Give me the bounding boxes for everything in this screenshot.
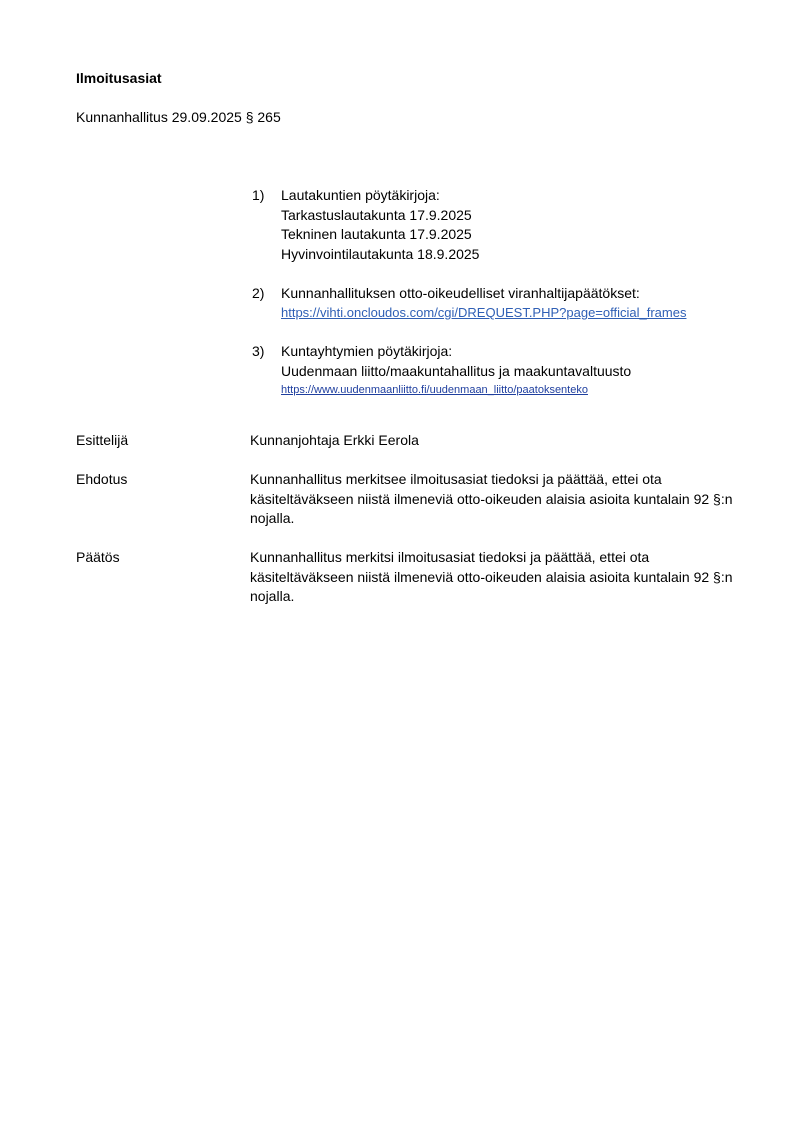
official-decisions-link[interactable]: https://vihti.oncloudos.com/cgi/DREQUEST.PHP?page=official_frames — [281, 305, 687, 320]
item-line: Tekninen lautakunta 17.9.2025 — [281, 226, 472, 242]
decision-label: Päätös — [76, 549, 120, 565]
presenter-value: Kunnanjohtaja Erkki Eerola — [250, 432, 419, 448]
uudenmaan-liitto-link[interactable]: https://www.uudenmaanliitto.fi/uudenmaan_liitto/paatoksenteko — [281, 384, 588, 396]
item-number: 1) — [252, 187, 265, 203]
item-number: 2) — [252, 284, 265, 301]
document-title: Ilmoitusasiat — [76, 70, 162, 86]
item-line: Tarkastuslautakunta 17.9.2025 — [281, 206, 472, 223]
item-heading: Kuntayhtymien pöytäkirjoja: — [281, 343, 453, 359]
item-number: 3) — [252, 343, 265, 359]
list-item — [252, 186, 752, 264]
proposal-value: Kunnanhallitus merkitsee ilmoitusasiat tiedoksi ja päättää, ettei ota käsiteltäväkseen niistä ilmeneviä otto-oikeuden alaisia asioita kuntalain 92 §:n nojalla. — [250, 471, 733, 526]
item-heading: Lautakuntien pöytäkirjoja: — [281, 187, 440, 203]
presenter-label: Esittelijä — [76, 432, 129, 448]
item-line: Uudenmaan liitto/maakuntahallitus ja maakuntavaltuusto — [281, 362, 632, 379]
notice-list — [252, 186, 752, 420]
list-item — [252, 342, 752, 401]
item-line: Hyvinvointilautakunta 18.9.2025 — [281, 245, 480, 262]
item-heading: Kunnanhallituksen otto-oikeudelliset viranhaltijapäätökset: — [281, 284, 640, 301]
list-item — [252, 284, 752, 323]
meeting-reference: Kunnanhallitus 29.09.2025 § 265 — [76, 109, 281, 125]
decision-value: Kunnanhallitus merkitsi ilmoitusasiat tiedoksi ja päättää, ettei ota käsiteltäväkseen niistä ilmeneviä otto-oikeuden alaisia asioita kuntalain 92 §:n nojalla. — [250, 549, 733, 604]
proposal-label: Ehdotus — [76, 471, 128, 487]
